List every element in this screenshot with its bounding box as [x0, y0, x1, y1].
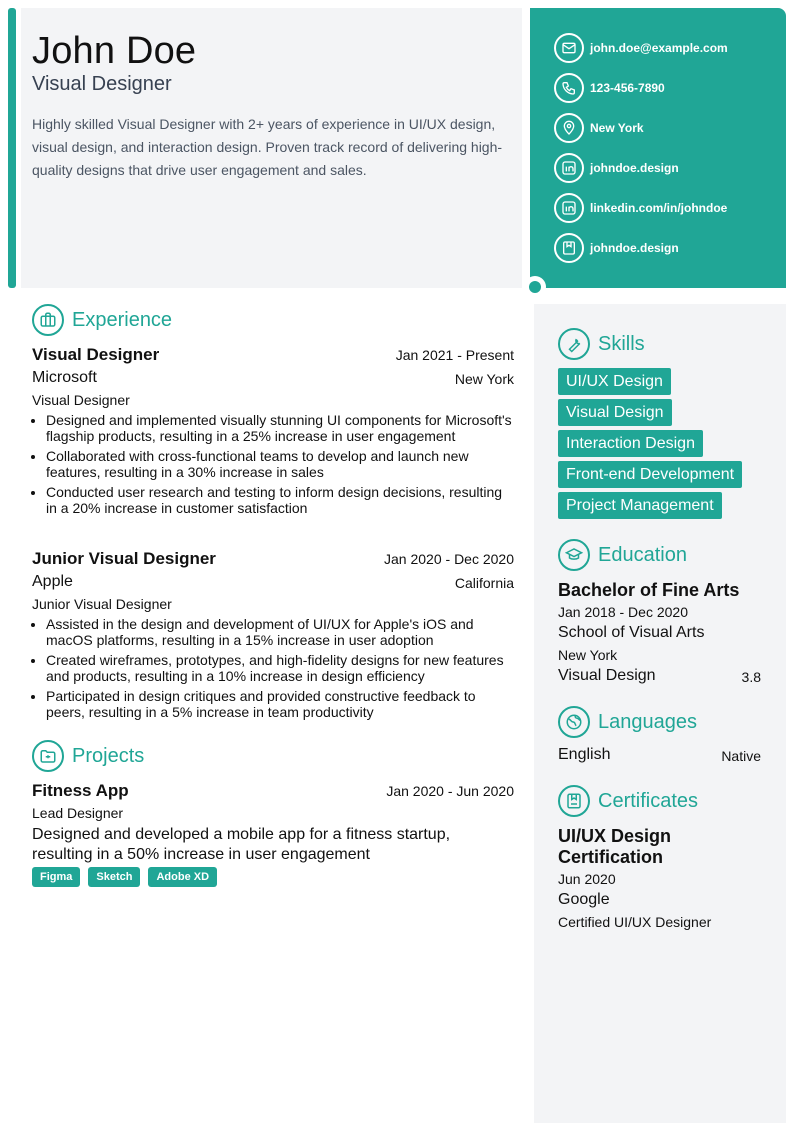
job-dates: Jan 2021 - Present	[395, 347, 514, 363]
contact-email-text: john.doe@example.com	[590, 41, 728, 55]
tech-tag: Adobe XD	[148, 867, 217, 887]
job-bullet: • Conducted user research and testing to inform design decisions, resulting in a 20% increase in customer satisfaction	[46, 484, 514, 516]
certificate-name: UI/UX Design Certification	[558, 826, 672, 867]
education-location: New York	[558, 647, 618, 663]
certificate-credential: Certified UI/UX Designer	[558, 914, 712, 930]
languages-title: Languages	[598, 710, 697, 733]
skill-tag: Interaction Design	[558, 430, 703, 457]
globe-icon	[558, 706, 590, 738]
candidate-title: Visual Designer	[32, 73, 172, 95]
skill-tag: Front-end Development	[558, 461, 742, 488]
job-bullets	[32, 616, 514, 724]
contact-website-text: johndoe.design	[590, 161, 679, 175]
skills-heading	[558, 328, 645, 360]
job-bullet: • Collaborated with cross-functional teams to develop and launch new features, resulting in a 30% increase in sales	[46, 448, 514, 480]
job-position: Junior Visual Designer	[32, 596, 172, 612]
projects-title: Projects	[72, 744, 145, 767]
linkedin-icon	[554, 193, 584, 223]
project-name: Fitness App	[32, 781, 129, 800]
portfolio-icon	[554, 233, 584, 263]
education-dates: Jan 2018 - Dec 2020	[558, 604, 688, 620]
language-name: English	[558, 746, 611, 763]
contact-portfolio[interactable]	[554, 233, 679, 263]
job-position: Visual Designer	[32, 392, 130, 408]
job-role: Junior Visual Designer	[32, 549, 216, 568]
education-field: Visual Design	[558, 667, 656, 684]
contact-location-text: New York	[590, 121, 644, 135]
timeline-node-dot	[529, 281, 541, 293]
job-role: Visual Designer	[32, 345, 160, 364]
graduation-cap-icon	[558, 539, 590, 571]
contact-portfolio-text: johndoe.design	[590, 241, 679, 255]
folder-icon	[32, 740, 64, 772]
contact-website[interactable]	[554, 153, 679, 183]
job-bullet: • Created wireframes, prototypes, and high-fidelity designs for new features and products, resulting in a 10% increase in design efficiency	[46, 652, 514, 684]
skill-tag: UI/UX Design	[558, 368, 671, 395]
job-company: Apple	[32, 573, 73, 590]
education-title: Education	[598, 543, 687, 566]
certificates-heading	[558, 785, 698, 817]
wrench-icon	[558, 328, 590, 360]
certificate-issuer: Google	[558, 891, 610, 908]
experience-heading	[32, 304, 172, 336]
linkedin-icon	[554, 153, 584, 183]
job-location: New York	[454, 371, 514, 387]
certificate-icon	[558, 785, 590, 817]
education-heading	[558, 539, 687, 571]
contact-linkedin[interactable]	[554, 193, 727, 223]
skills-title: Skills	[598, 332, 645, 355]
certificate-date: Jun 2020	[558, 871, 616, 887]
project-description: Designed and developed a mobile app for a fitness startup, resulting in a 50% increase in user engagement	[32, 826, 451, 863]
summary-text: Highly skilled Visual Designer with 2+ years of experience in UI/UX design, visual design, and interaction design. Proven track record of delivering high-quality designs that drive user engagement and sales.	[32, 116, 503, 178]
accent-bar	[8, 8, 16, 288]
job-dates: Jan 2020 - Dec 2020	[384, 551, 514, 567]
job-bullets	[32, 412, 514, 520]
job-bullet: • Assisted in the design and development of UI/UX for Apple's iOS and macOS platforms, resulting in a 15% increase in user adoption	[46, 616, 514, 648]
experience-title: Experience	[72, 308, 173, 331]
tech-tag: Figma	[32, 867, 80, 887]
job-company: Microsoft	[32, 369, 97, 386]
contact-phone[interactable]	[554, 73, 665, 103]
project-tags	[32, 867, 225, 887]
languages-heading	[558, 706, 697, 738]
projects-heading	[32, 740, 144, 772]
skill-tag: Visual Design	[558, 399, 672, 426]
job-bullet: • Participated in design critiques and provided constructive feedback to peers, resulting in a 5% increase in team productivity	[46, 688, 514, 720]
briefcase-icon	[32, 304, 64, 336]
project-role: Lead Designer	[32, 805, 124, 821]
certificates-title: Certificates	[598, 789, 699, 812]
language-level: Native	[721, 748, 761, 764]
contact-phone-text: 123-456-7890	[590, 81, 665, 95]
project-dates: Jan 2020 - Jun 2020	[386, 783, 514, 799]
location-icon	[554, 113, 584, 143]
contact-linkedin-text: linkedin.com/in/johndoe	[590, 201, 728, 215]
skill-tag: Project Management	[558, 492, 722, 519]
education-gpa: 3.8	[741, 669, 761, 685]
contact-email[interactable]	[554, 33, 728, 63]
tech-tag: Sketch	[88, 867, 140, 887]
job-bullet: • Designed and implemented visually stunning UI components for Microsoft's flagship products, resulting in a 25% increase in user engagement	[46, 412, 514, 444]
education-degree: Bachelor of Fine Arts	[558, 580, 740, 600]
email-icon	[554, 33, 584, 63]
education-school: School of Visual Arts	[558, 624, 705, 641]
candidate-name: John Doe	[32, 30, 197, 72]
phone-icon	[554, 73, 584, 103]
contact-location	[554, 113, 644, 143]
job-location: California	[454, 575, 514, 591]
